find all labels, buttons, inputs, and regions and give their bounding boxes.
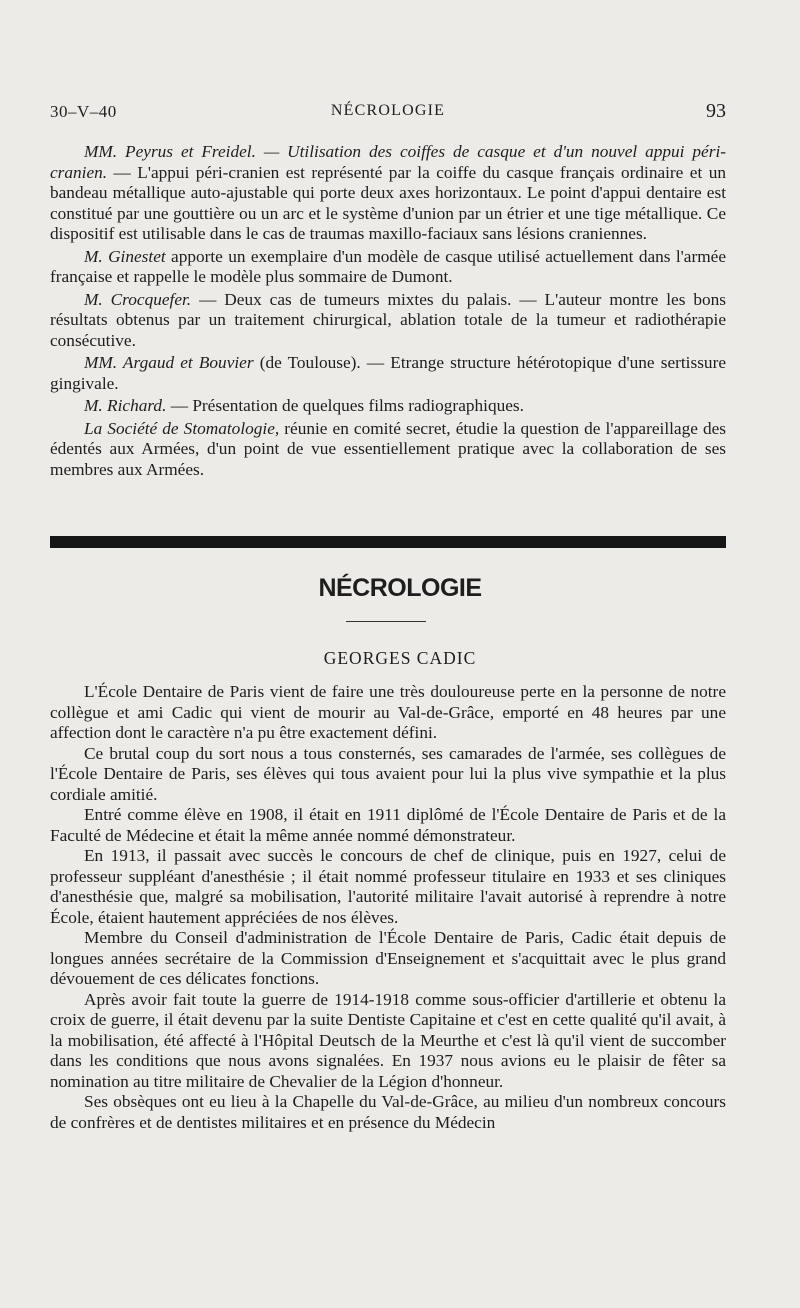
proceedings-paragraph <box>50 247 726 288</box>
proceedings-paragraph <box>50 353 726 394</box>
obituary-paragraph: Après avoir fait toute la guerre de 1914-1918 comme sous-officier d'artillerie et obtenu la croix de guerre, il était devenu par la suite Dentiste Capitaine et c'est en cette qualité qu'il avait, à la mobilisation, été affecté à l'Hôpital Deutsch de la Meurthe et c'est là qu'il vient de succomber dans les conditions que nous avons signalées. En 1937 nous avions eu le plaisir de fêter sa nomination au titre militaire de Chevalier de la Légion d'honneur. <box>50 989 726 1091</box>
obituary-paragraph: L'École Dentaire de Paris vient de faire une très douloureuse perte en la personne de notre collègue et ami Cadic qui vient de mourir au Val-de-Grâce, emporté en 48 heures par une affection dont le caractère n'a pu être exactement défini. <box>50 682 726 742</box>
paragraph-lead: MM. Peyrus et Freidel. — Utilisation des coiffes de casque et d'un nouvel appui péri-cranien. <box>50 142 726 182</box>
obituary-paragraph: Membre du Conseil d'administration de l'École Dentaire de Paris, Cadic était depuis de longues années secrétaire de la Commission d'Enseignement et s'acquittait avec le plus grand dévouement de ces délicates fonctions. <box>50 928 726 988</box>
obituary-subject: GEORGES CADIC <box>323 648 477 668</box>
paragraph-text: (de Toulouse). — Etrange structure hétérotopique d'une sertissure gingivale. <box>50 353 726 393</box>
society-proceedings <box>50 142 726 480</box>
header-section: NÉCROLOGIE <box>330 102 446 119</box>
obituary-paragraph: Ce brutal coup du sort nous a tous consternés, ses camarades de l'armée, ses collègues de l'École Dentaire de Paris, ses élèves qui tous avaient pour lui la plus vive sympathie et la plus cordiale amitié. <box>50 743 726 804</box>
proceedings-paragraph <box>50 396 726 417</box>
paragraph-lead: M. Ginestet <box>84 246 166 266</box>
paragraph-lead: M. Richard. <box>84 396 167 415</box>
obituary-paragraph: En 1913, il passait avec succès le concours de chef de clinique, puis en 1927, celui de professeur suppléant d'anesthésie ; il était nommé professeur titulaire en 1933 et ses cliniques d'anesthésie que, malgré sa mobilisation, l'autorité militaire l'avait autorisé à reprendre à notre École, étaient hautement appréciées de nos élèves. <box>50 846 726 927</box>
header-date: 30–V–40 <box>50 102 117 121</box>
section-title: NÉCROLOGIE <box>318 574 482 602</box>
paragraph-text: — Présentation de quelques films radiographiques. <box>166 396 524 415</box>
obituary-body <box>50 682 726 1133</box>
paragraph-text: — L'appui péri-cranien est représenté par la coiffe du casque français ordinaire et un bandeau métallique auto-ajustable qui porte deux axes horizontaux. Le point d'appui dentaire est constitué par une gouttière ou un arc et le système d'union par un étrier et une tige métallique. Ce dispositif est utilisable dans le cas de traumas maxillo-faciaux sans lésions craniennes. <box>50 162 726 243</box>
paragraph-text: — Deux cas de tumeurs mixtes du palais. — L'auteur montre les bons résultats obtenus par un traitement chirurgical, ablation totale de la tumeur et radiothérapie consécutive. <box>50 289 727 350</box>
proceedings-paragraph <box>50 290 726 352</box>
proceedings-paragraph <box>50 142 726 245</box>
paragraph-lead: M. Crocquefer. <box>84 289 192 309</box>
title-underline <box>346 621 426 622</box>
obituary-paragraph: Ses obsèques ont eu lieu à la Chapelle du Val-de-Grâce, au milieu d'un nombreux concours de confrères et de dentistes militaires et en présence du Médecin <box>50 1092 726 1132</box>
running-header <box>50 98 726 128</box>
paragraph-lead: La Société de Stomatologie, <box>84 418 280 438</box>
paragraph-text: apporte un exemplaire d'un modèle de casque utilisé actuellement dans l'armée française et rappelle le modèle plus sommaire de Dumont. <box>50 246 726 286</box>
section-divider-bar <box>50 536 726 548</box>
page-number: 93 <box>706 100 726 122</box>
paragraph-text: réunie en comité secret, étudie la question de l'appareillage des édentés aux Armées, d'un point de vue essentiellement pratique avec la collaboration de ses membres aux Armées. <box>50 418 727 479</box>
obituary-paragraph: Entré comme élève en 1908, il était en 1911 diplômé de l'École Dentaire de Paris et de la Faculté de Médecine et était la même année nommé démonstrateur. <box>50 805 726 845</box>
paragraph-lead: MM. Argaud et Bouvier <box>84 353 254 372</box>
proceedings-paragraph <box>50 419 726 481</box>
